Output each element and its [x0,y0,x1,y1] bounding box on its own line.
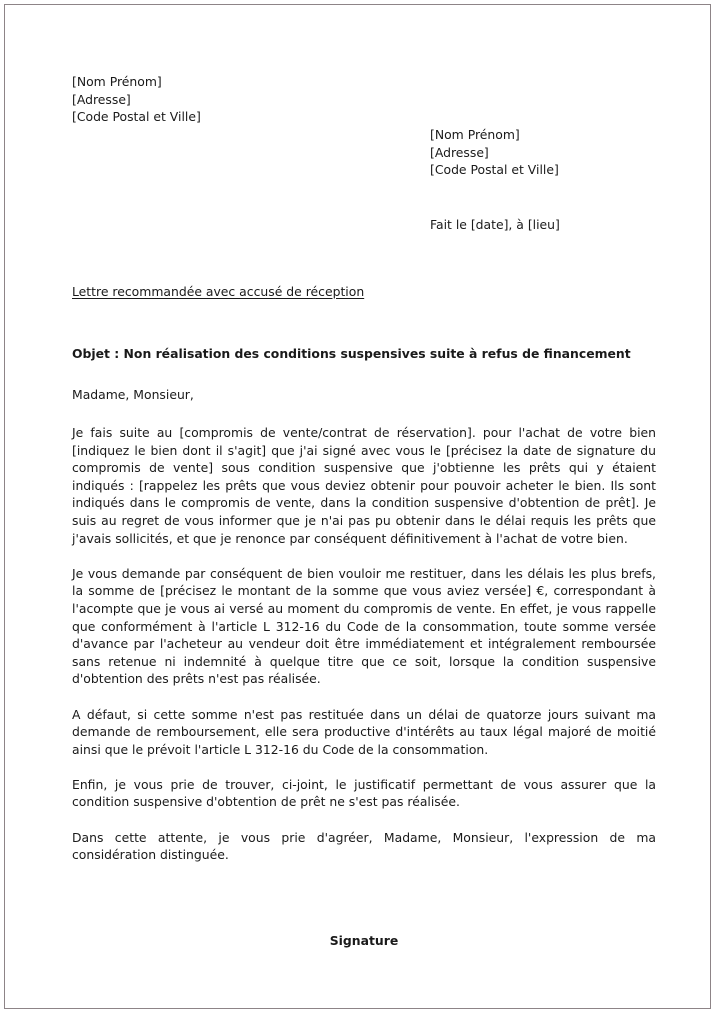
recipient-address: [Adresse] [430,144,489,160]
letter-content-area [67,5,656,1008]
subject-line: Objet : Non réalisation des conditions suspensives suite à refus de financement [72,346,631,361]
body-paragraph-3: A défaut, si cette somme n'est pas restituée dans un délai de quatorze jours suivant ma demande de remboursement, elle sera productive d'intérêts au taux légal majoré de moitié ainsi que le prévoit l'article L 312-16 du Code de la consommation. [72,706,656,757]
recipient-postal-city: [Code Postal et Ville] [430,162,559,178]
letter-body [72,424,656,881]
body-paragraph-4: Enfin, je vous prie de trouver, ci-joint, le justificatif permettant de vous assurer que la condition suspensive d'obtention de prêt ne s'est pas réalisée. [72,776,656,810]
body-paragraph-1: Je fais suite au [compromis de vente/contrat de réservation]. pour l'achat de votre bien [indiquez le bien dont il s'agit] que j'ai signé avec vous le [précisez la date de signature du compromis de vente] sous condition suspensive que j'obtienne les prêts qui y étaient indiqués : [rappelez les prêts que vous deviez obtenir pour pouvoir acheter le bien. Ils sont indiqués dans le compromis de vente, dans la condition suspensive d'obtention de prêt]. Je suis au regret de vous informer que je n'ai pas pu obtenir dans le délai requis les prêts que j'avais sollicités, et que je renonce par conséquent définitivement à l'achat de votre bien. [72,425,656,546]
registered-mail-notice: Lettre recommandée avec accusé de réception [72,284,365,299]
sender-address-block [72,73,201,126]
place-and-date: Fait le [date], à [lieu] [430,217,560,232]
body-paragraph-5: Dans cette attente, je vous prie d'agréer, Madame, Monsieur, l'expression de ma considération distinguée. [72,829,656,863]
sender-postal-city: [Code Postal et Ville] [72,109,201,125]
recipient-address-block [430,126,559,179]
signature-label: Signature [329,933,399,948]
salutation: Madame, Monsieur, [72,387,194,402]
sender-name: [Nom Prénom] [72,74,162,89]
body-paragraph-2: Je vous demande par conséquent de bien vouloir me restituer, dans les délais les plus brefs, la somme de [précisez le montant de la somme que vous aviez versée] €, correspondant à l'acompte que je vous ai versé au moment du compromis de vente. En effet, je vous rappelle que conformément à l'article L 312-16 du Code de la consommation, toute somme versée d'avance par l'acheteur au vendeur doit être immédiatement et intégralement remboursée sans retenue ni indemnité à quelque titre que ce soit, lorsque la condition suspensive d'obtention des prêts n'est pas réalisée. [72,565,656,687]
letter-page [4,4,711,1009]
sender-address: [Adresse] [72,91,131,107]
recipient-name: [Nom Prénom] [430,127,520,142]
